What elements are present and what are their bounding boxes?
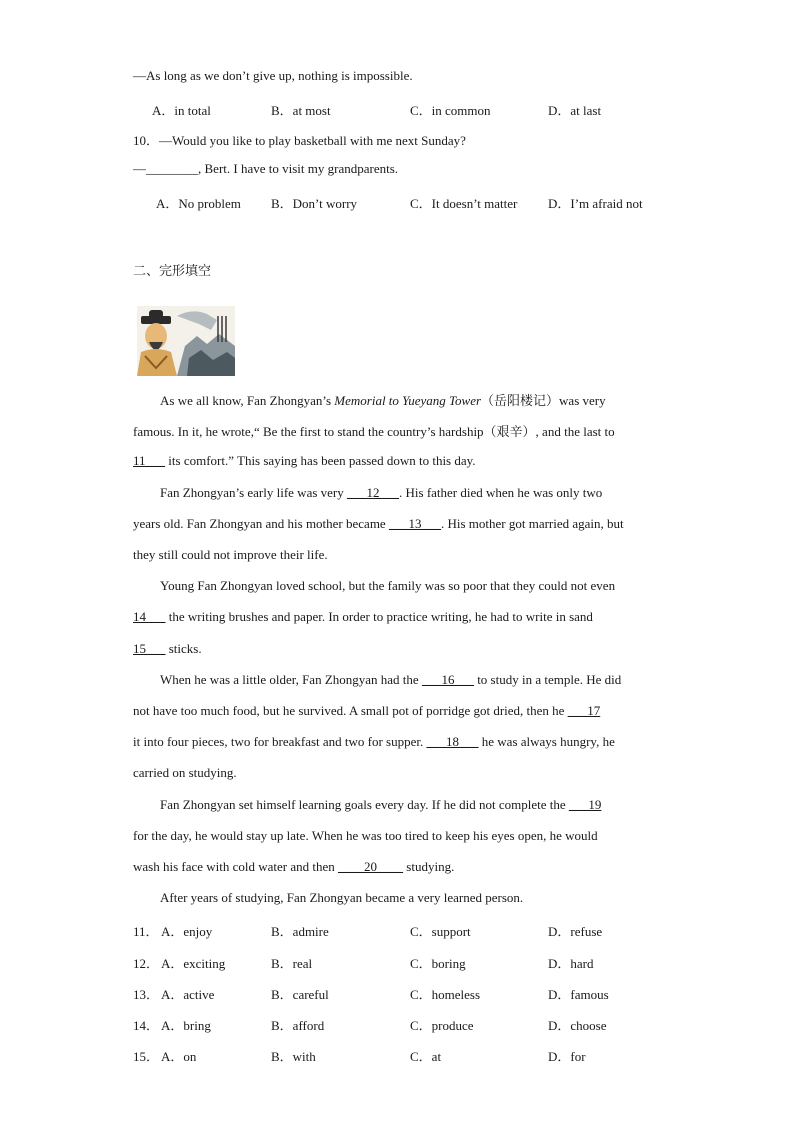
passage-p1-line3: 11___ its comfort.” This saying has been passed down to this day. <box>133 453 476 468</box>
blank-14: 14___ <box>133 609 166 624</box>
passage-p2-line3: they still could not improve their life. <box>133 547 328 562</box>
blank-15: 15___ <box>133 641 166 656</box>
passage-p5-line1: Fan Zhongyan set himself learning goals every day. If he did not complete the ___19 <box>160 797 602 812</box>
passage-p4-line3: it into four pieces, two for breakfast and two for supper. ___18___ he was always hungry, he <box>133 734 615 749</box>
answer-option-a: A．on <box>161 1049 197 1064</box>
answer-option-c: C．support <box>410 924 471 939</box>
passage-p4-line4: carried on studying. <box>133 765 237 780</box>
passage-p2-line1: Fan Zhongyan’s early life was very ___12___. His father died when he was only two <box>160 485 603 500</box>
answer-option-b: B．careful <box>271 987 329 1002</box>
passage-p4-line2: not have too much food, but he survived. A small pot of porridge got dried, then he ___17 <box>133 703 601 718</box>
passage-p6: After years of studying, Fan Zhongyan became a very learned person. <box>160 890 524 905</box>
blank-20: ____20____ <box>338 859 404 874</box>
answer-option-c: C．produce <box>410 1018 474 1033</box>
q9-option-b: B．at most <box>271 103 331 118</box>
answer-num: 14． <box>133 1018 160 1033</box>
answer-option-d: D．famous <box>548 987 609 1002</box>
passage-p2-line2: years old. Fan Zhongyan and his mother became ___13___. His mother got married again, but <box>133 516 624 531</box>
passage-p5-line3: wash his face with cold water and then ____20____ studying. <box>133 859 455 874</box>
answer-num: 11． <box>133 924 159 939</box>
q9-option-a: A．in total <box>152 103 211 118</box>
passage-p4-line1: When he was a little older, Fan Zhongyan had the ___16___ to study in a temple. He did <box>160 672 622 687</box>
passage-p1-line2: famous. In it, he wrote,“ Be the first to stand the country’s hardship（艰辛）, and the last to <box>133 424 615 439</box>
q10-reply: —________, Bert. I have to visit my grandparents. <box>133 161 399 176</box>
q10-stem: 10．—Would you like to play basketball with me next Sunday? <box>133 133 466 148</box>
answer-option-a: A．bring <box>161 1018 211 1033</box>
answer-option-c: C．at <box>410 1049 442 1064</box>
answer-option-b: B．afford <box>271 1018 325 1033</box>
answer-option-a: A．enjoy <box>161 924 213 939</box>
blank-16: ___16___ <box>421 672 474 687</box>
answer-option-c: C．boring <box>410 956 466 971</box>
answer-option-b: B．admire <box>271 924 329 939</box>
portrait-painting-icon <box>137 306 235 376</box>
section-heading: 二、完形填空 <box>133 264 212 279</box>
passage-p3-line1: Young Fan Zhongyan loved school, but the family was so poor that they could not even <box>160 578 616 593</box>
answer-option-b: B．with <box>271 1049 316 1064</box>
blank-12: ___12___ <box>347 485 400 500</box>
blank-13: ___13___ <box>388 516 441 531</box>
answer-option-d: D．hard <box>548 956 594 971</box>
passage-p5-line2: for the day, he would stay up late. When he was too tired to keep his eyes open, he would <box>133 828 598 843</box>
blank-11: 11___ <box>133 453 166 468</box>
q10-option-b: B．Don’t worry <box>271 196 358 211</box>
answer-option-c: C．homeless <box>410 987 481 1002</box>
answer-option-a: A．active <box>161 987 215 1002</box>
blank-19: ___19 <box>568 797 602 812</box>
q9-option-c: C．in common <box>410 103 491 118</box>
answer-option-d: D．for <box>548 1049 586 1064</box>
q10-option-c: C．It doesn’t matter <box>410 196 518 211</box>
answer-num: 12． <box>133 956 160 971</box>
q10-option-d: D．I’m afraid not <box>548 196 643 211</box>
answer-option-d: D．choose <box>548 1018 607 1033</box>
passage-p3-line2: 14___ the writing brushes and paper. In order to practice writing, he had to write in sand <box>133 609 593 624</box>
passage-p1-line1: As we all know, Fan Zhongyan’s Memorial to Yueyang Tower（岳阳楼记）was very <box>160 393 606 408</box>
answer-num: 13． <box>133 987 160 1002</box>
answer-option-d: D．refuse <box>548 924 603 939</box>
blank-18: ___18___ <box>426 734 479 749</box>
q10-option-a: A．No problem <box>156 196 241 211</box>
q9-option-d: D．at last <box>548 103 602 118</box>
passage-p3-line3: 15___ sticks. <box>133 641 202 656</box>
answer-option-a: A．exciting <box>161 956 226 971</box>
answer-option-b: B．real <box>271 956 313 971</box>
answer-num: 15． <box>133 1049 160 1064</box>
blank-17: ___17 <box>567 703 601 718</box>
q9-reply: —As long as we don’t give up, nothing is impossible. <box>133 68 413 83</box>
